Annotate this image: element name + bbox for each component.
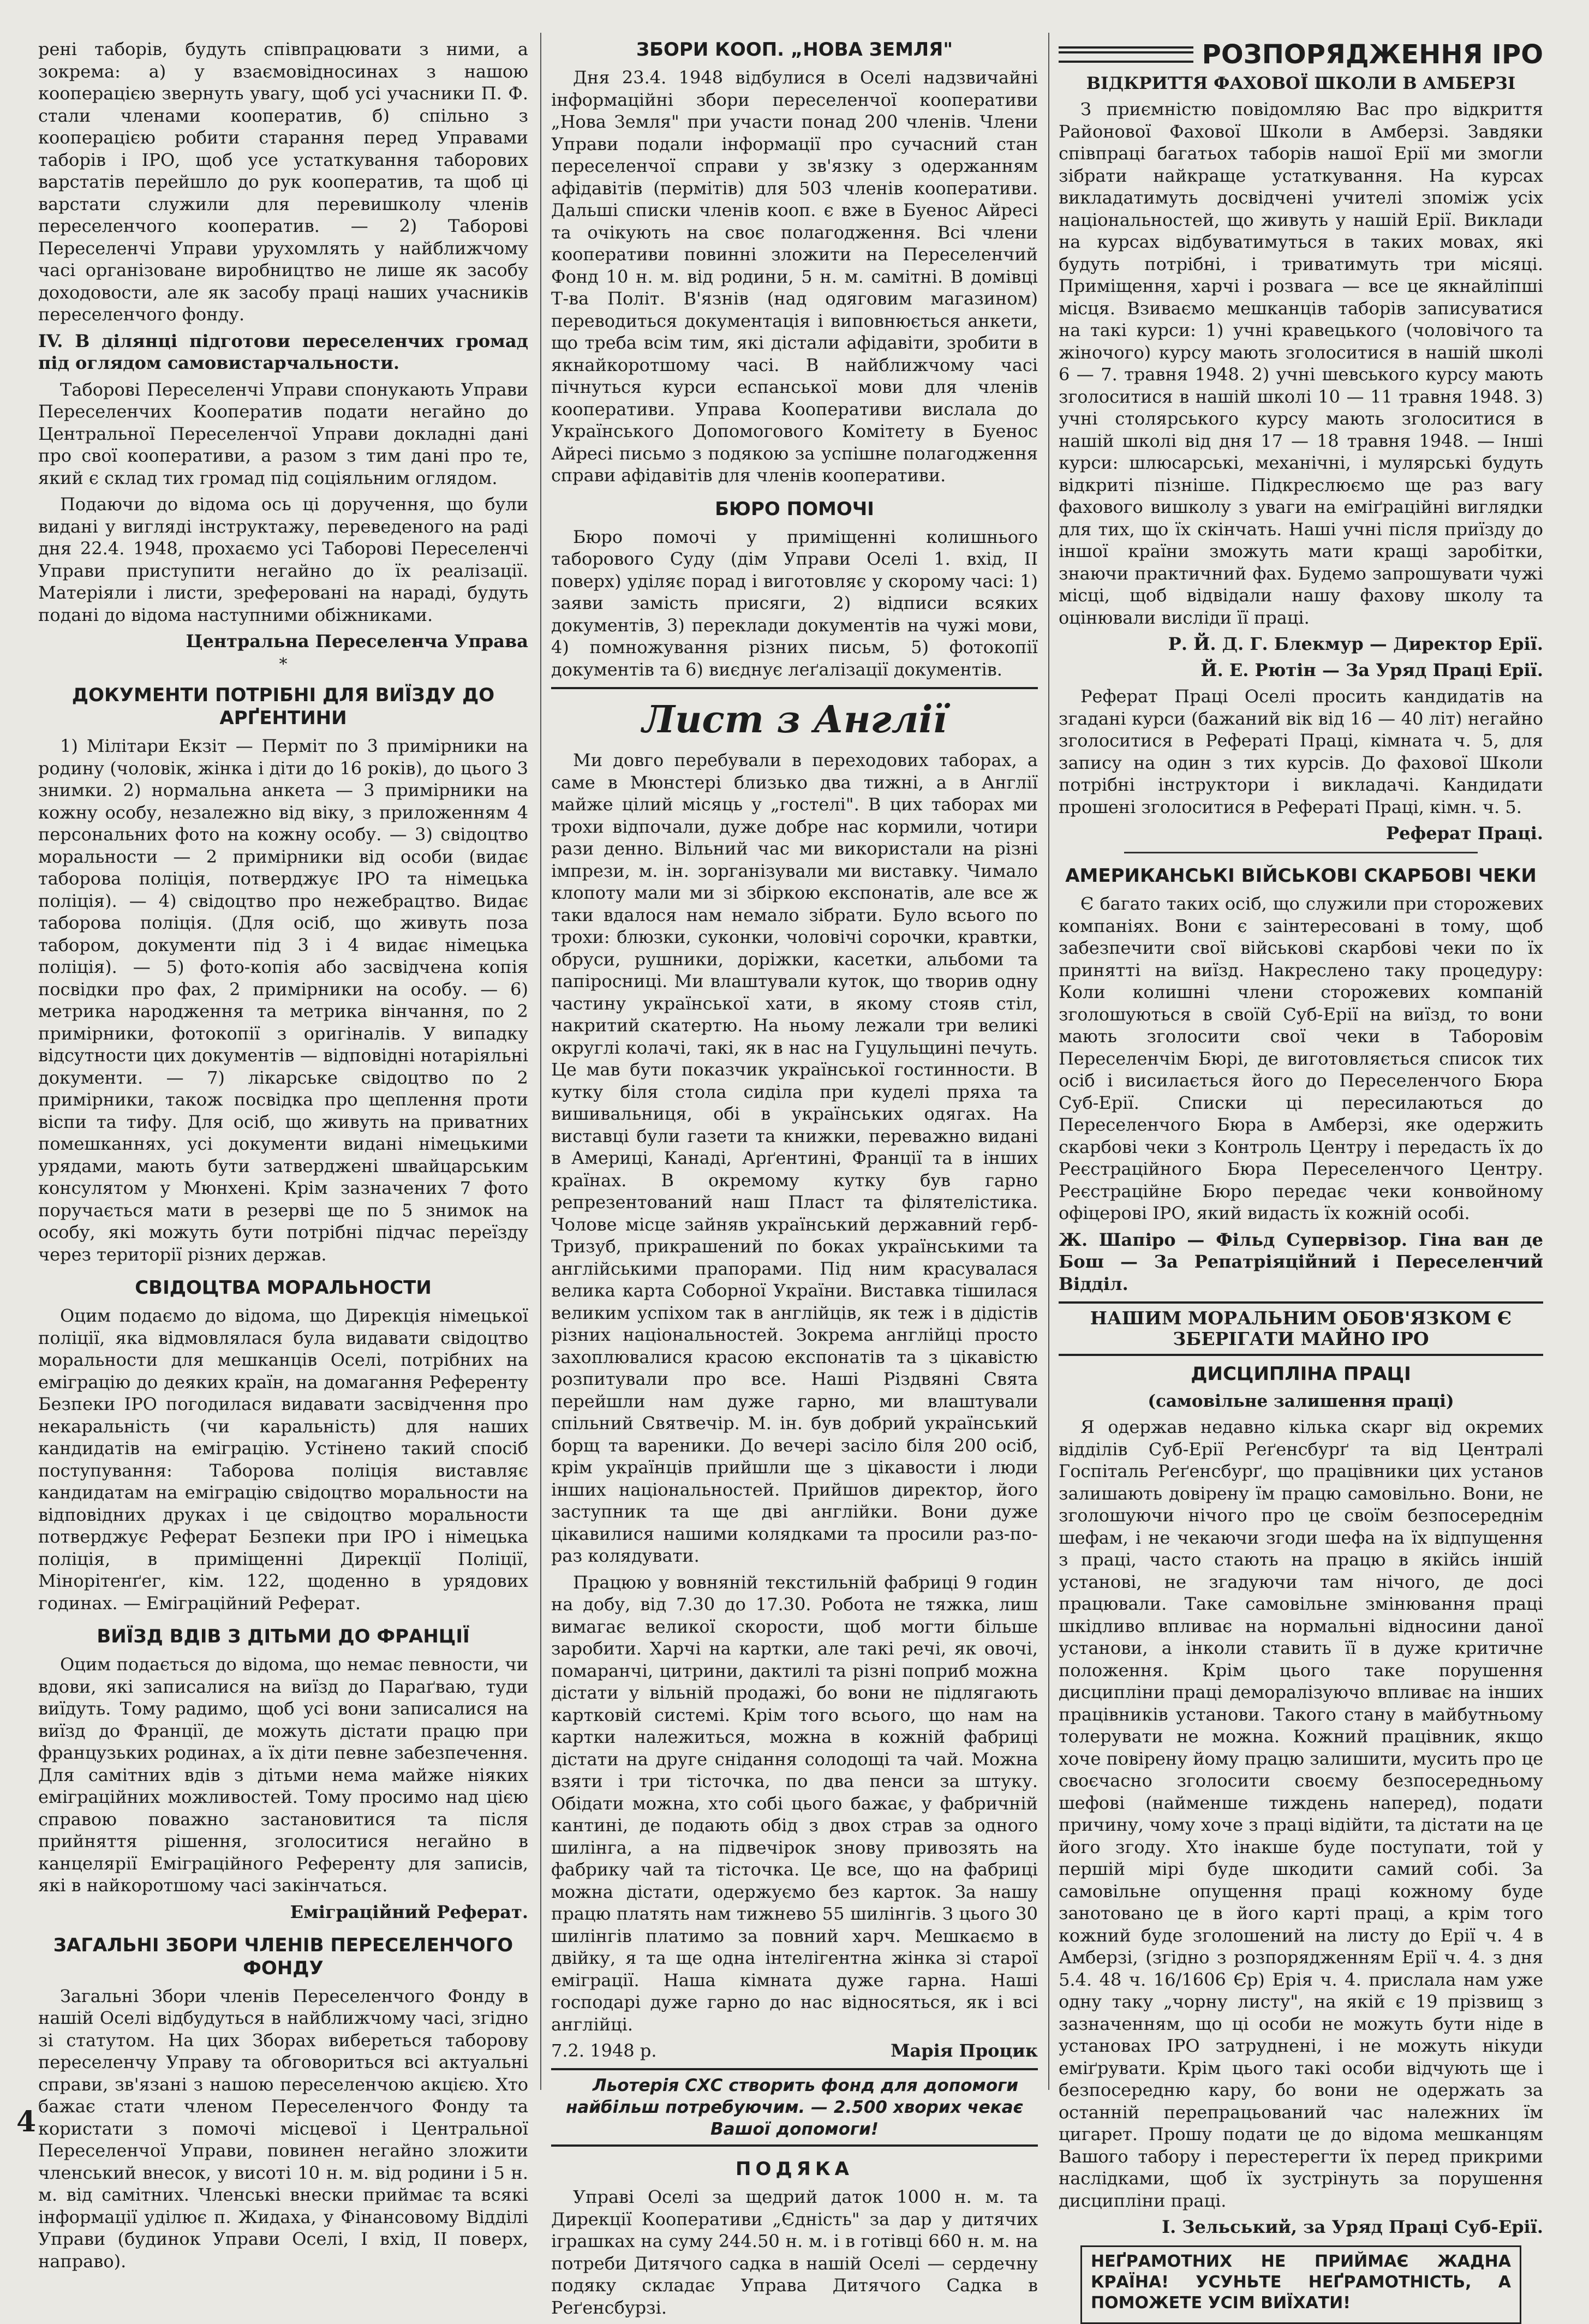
illiteracy-notice-box: [1080, 2245, 1521, 2324]
column-divider: [540, 33, 541, 2090]
discipline-signature: І. Зельський, за Уряд Праці Суб-Ерії.: [1162, 2217, 1543, 2237]
thanks-text: Управі Оселі за щедрий даток 1000 н. м. та Дирекції Кооперативи „Єдність" за дар у дитячих іграшках на суму 244.50 н. м. і в готівці 660 н. м. на потреби Дитячого садка в нашій Оселі — сердечну подяку складає Управа Дитячого Садка в Реґенсбурзі.: [551, 2186, 1038, 2318]
help-bureau-text: Бюро помочі у приміщенні колишнього таборового Суду (дім Управи Оселі 1. вхід, II поверх) уділяє порад і виготовляє у скорому часі: 1) заяви замість присяги, 2) відписи всяких документів, 3) переклади документів на чужі мови, 4) помножування різних письм, 5) фотокопії документів та 6) виєднує леґалізації документів.: [551, 526, 1038, 680]
letter-author: Марія Процик: [891, 2040, 1038, 2061]
coop-meeting-heading: ЗБОРИ КООП. „НОВА ЗЕМЛЯ": [636, 39, 953, 61]
widows-departure-signature: Еміграційний Реферат.: [290, 1901, 528, 1922]
letter-header-rule: [551, 687, 1038, 743]
discipline-text: Я одержав недавно кілька скарг від окремих відділів Суб-Ерії Реґенсбурґ та від Централі Госпіталь Реґенсбурґ, що працівники цих установ залишають довірену їм працю самовільно. Вони, не зголошуючи нічого про це своїм безпосереднім шефам, і не чекаючи згоди шефа на їх відпущення з праці, часто стають на працю в якійсь іншій установі, не згадуючи там нічого, де досі працювали. Таке самовільне змінювання праці шкідливо впливає на нормальні відносини даної установи, а інколи ставить її в дуже критичне положення. Крім цього таке порушення дисципліни праці деморалізуючо впливає на інших працівників установи. Такого стану в майбутньому толерувати не можна. Кожний працівник, якщо хоче повірену йому працю залишити, мусить про це своєчасно зголосити своєму безпосередньому шефові (найменше тиждень наперед), подати причину, чому хоче з праці відійти, та дістати на це його згоду. Хто інакше буде поступати, той у першій мірі буде шкодити самий собі. За самовільне опущення праці кожному буде занотовано це в його карті праці, а крім того кожний буде зголошений на листу до Ерії ч. 4 в Амберзі, (згідно з розпорядженням Ерії ч. 4. з дня 5.4. 48 ч. 16/1606 Єр) Ерія ч. 4. прислала нам уже одну таку „чорну листу", на якій є 19 прізвищ з зазначенням, що ці особи не можуть бути ніде в установах ІРО затруднені, і не можуть нікуди еміґрувати. Крім цього такі особи відчують ще і безпосередню кару, бо вони не одержать за останній перепрацьований час належних їм цигарет. Прошу подати це до відома мешканцям Вашого табору і перестерегти їх перед прикрими наслідками, щоб їх зустрінуть за порушення дисципліни праці.: [1059, 1417, 1543, 2211]
widows-departure-heading: ВИЇЗД ВДІВ З ДІТЬМИ ДО ФРАНЦІЇ: [97, 1626, 470, 1647]
labor-office-signature: Реферат Праці.: [1386, 823, 1543, 844]
fund-meeting-heading: ЗАГАЛЬНІ ЗБОРИ ЧЛЕНІВ ПЕРЕСЕЛЕНЧОГО ФОНДУ: [53, 1934, 513, 1979]
moral-duty-box: [1059, 1301, 1543, 1356]
widows-departure-text: Оцим подається до відома, що немає певности, чи вдови, які записалися на виїзд до Параґваю, туди виїдуть. Тому радимо, щоб усі вони записалися на виїзд до Франції, де можуть дістати працю при французьких родинах, а їх діти певне забезпечення. Для самітних вдів з дітьми нема майже ніяких еміграційних можливостей. Тому просимо над цією справою поважно застановитися та після прийняття рішення, зголоситися негайно в канцелярії Еміграційного Референту для записів, які в найкоротшому часі закінчаться.: [38, 1654, 528, 1896]
section-iv-signature: Центральна Переселенча Управа: [186, 631, 528, 652]
help-bureau-heading: БЮРО ПОМОЧІ: [715, 498, 874, 520]
lottery-notice-box: [551, 2068, 1038, 2147]
section-iv-heading: IV. В ділянці підготови переселенчих громад під оглядом самовистарчальности.: [38, 330, 528, 373]
column-divider: [1048, 33, 1049, 2090]
morality-certificates-heading: СВІДОЦТВА МОРАЛЬНОСТИ: [135, 1277, 432, 1299]
divider-line: [1124, 852, 1478, 853]
military-checks-signature: Ж. Шапіро — Фільд Супервізор. Гіна ван де Бош — За Репатріяційний і Переселенчий Відділ.: [1059, 1229, 1543, 1294]
fund-meeting-text: Загальні Збори членів Переселенчого Фонду в нашій Оселі відбудуться в найближчому часі, згідно зі статутом. На цих Зборах вибереться таборову переселенчу Управу та обговориться всі актуальні справи, зв'язані з нашою переселенчою акцією. Хто бажає стати членом Переселенчого Фонду та користати з помочі місцевої і Центральної Переселенчої Управи, повинен негайно зложити членський внесок, у висоті 10 н. м. від родини і 5 н. м. від самітних. Членські внески приймає та всякі інформації уділює п. Жидаха, у Фінансовому Відділі Управи (будинок Управи Оселі, I вхід, II поверх, направо).: [38, 1985, 528, 2272]
argentina-docs-heading: ДОКУМЕНТИ ПОТРІБНІ ДЛЯ ВИЇЗДУ ДО АРҐЕНТИНИ: [71, 684, 495, 729]
header-ornament: [1059, 46, 1193, 63]
iro-orders-title: РОЗПОРЯДЖЕННЯ ІРО: [1202, 39, 1543, 70]
thanks-heading: ПОДЯКА: [736, 2158, 853, 2180]
letter-signature: [551, 2040, 1038, 2062]
iro-orders-header: [1059, 38, 1543, 71]
column-left: [38, 38, 528, 2272]
page-number: 4: [16, 2105, 37, 2138]
lottery-notice: Льотерія СХС створить фонд для допомоги найбільш потребуючим. — 2.500 хворих чекає Вашої допомоги!: [565, 2076, 1024, 2139]
letter-from-england-title: Лист з Англії: [642, 698, 947, 742]
morality-certificates-text: Оцим подаємо до відома, що Дирекція німецької поліції, яка відмовлялася була видавати свідоцтво моральности для мешканців Оселі, потрібних на еміграцію до деяких країн, на домагання Референту Безпеки ІРО погодилася видавати засвідчення про некаральність (чи каральність) для наших кандидатів на еміграцію. Устінено такий спосіб поступування: Таборова поліція виставляє кандидатам на еміграцію свідоцтво моральности на відповідних друках і це свідоцтво моральности потверджує Реферат Безпеки при ІРО і німецька поліція, в приміщенні Дирекції Поліції, Мінорітенґег, кім. 122, щоденно в урядових годинах. — Еміграційний Реферат.: [38, 1305, 528, 1614]
letter-date: 7.2. 1948 р.: [551, 2040, 657, 2061]
school-opening-text: З приємністю повідомляю Вас про відкриття Районової Фахової Школи в Амберзі. Завдяки співпраці багатьох таборів нашої Ерії ми змогли зібрати найкраще устаткування. На курсах викладатимуть досвідчені учителі зпоміж усіх національностей, що живуть у нашій Ерії. Виклади на курсах відбуватимуться в таких мовах, які будуть потрібні, і триватимуть три місяці. Приміщення, харчі і розвага — все це якнайліпші місця. Взиваємо мешканців таборів записуватися на такі курси: 1) учні кравецького (чоловічого та жіночого) курсу мають зголоситися в нашій школі 6 — 7. травня 1948. 2) учні шевського курсу мають зголоситися в нашій школі 10 — 11 травня 1948. 3) учні столярського курсу мають зголоситися в нашій школі від дня 17 — 18 травня 1948. — Інші курси: шлюсарські, механічні, і мулярські будуть відкриті пізніше. Підкреслюємо ще раз вагу фахового вишколу з уваги на еміґраційні виглядки для тих, що їх скінчать. Наші учні після приїзду до іншої країни зможуть мати кращі заробітки, знаючи практичний фах. Будемо запрошувати чужі місці, щоб відвідали нашу фахову школу та оцінювали висліди її праці.: [1059, 99, 1543, 628]
letter-paragraph-2: Працюю у вовняній текстильній фабриці 9 годин на добу, від 7.30 до 17.30. Робота не тяжка, лиш вимагає великої скорости, щоб могти більше заробити. Харчі на картки, але такі речі, як овочі, помаранчі, цитрини, дактилі та різні поприб можна дістати у вільній продажі, бо вони не підлягають картковій системі. Крім того всього, що нам на картки належиться, можна в кожній фабриці дістати на друге снідання солодощі та чай. Можна взяти і три тісточка, по два пенси за штуку. Обідати можна, хто собі цього бажає, у фабричній кантині, де подають обід з двох страв за одного шилінга, а на підвечірок знову привозять на фабрику чай та тісточка. Це все, що на фабриці можна дістати, одержуємо без карток. За нашу працю платять нам тижнево 55 шилінгів. З цього 30 шилінгів платимо за повний харч. Мешкаємо в двійку, я та ще одна інтелігентна жінка зі старої еміграції. Наша кімната дуже гарна. Наші господарі дуже гарно до нас відносяться, як і всі англійці.: [551, 1572, 1038, 2035]
letter-paragraph-1: Ми довго перебували в переходових таборах, а саме в Мюнстері близько два тижні, а в Англії майже цілий місяць у „гостелі". В цих таборах ми трохи відпочали, дуже добре нас кормили, чотири рази денно. Вільний час ми використали на різні імпрези, м. ін. зорганізували ми виставку. Чимало клопоту мали ми зі збіркою експонатів, але все ж таки вдалося нам немало зібрати. Було всього по трохи: блюзки, суконки, чоловічі сорочки, кравтки, обруси, рушники, доріжки, касетки, альбоми та папіросниці. Ми влаштували куток, що творив одну частину української хати, в якому стояв стіл, накритий скатертю. На ньому лежали три великі округлі колачі, такі, як в нас на Гуцульщині печуть. Це мав бути показчик української гостинности. В кутку біля стола сиділа при куделі пряха та вишивальниця, обі в українських одягах. На виставці були газети та книжки, переважно видані в Америці, Канаді, Арґентині, Франції та в інших країнах. В окремому кутку був гарно репрезентований наш Пласт та філятелістика. Чолове місце зайняв український державний герб-Тризуб, прикрашений по боках українськими та англійськими прапорами. Під ним красувалася велика карта Соборної України. Виставка тішилася великим успіхом так в англійців, як теж і в дідістів різних національностей. Зокрема англійці просто захоплювалися красою експонатів та з цікавістю розпитували про все. Наші Різдвяні Свята перейшли нам дуже гарно, ми влаштували спільний Святвечір. М. ін. був добрий український борщ та вареники. До вечері засіло біля 200 осіб, крім українців прийшли ще з цікавости і люди інших національностей. Прийшов директор, його заступник та ще дві англійки. Вони дуже цікавилися нашими колядками та просили раз-по-раз колядувати.: [551, 750, 1038, 1566]
argentina-docs-text: 1) Мілітари Екзіт — Перміт по 3 примірники на родину (чоловік, жінка і діти до 16 років), до цього 3 знимки. 2) нормальна анкета — 3 примірники на кожну особу, незалежно від віку, з приложенням 4 персональних фото на кожну особу. — 3) свідоцтво моральности — 2 примірники від особи (видає таборова поліція, потверджує ІРО та німецька поліція). — 4) свідоцтво про нежебрацтво. Видає таборова поліція. (Для осіб, що живуть поза табором, документи під 3 і 4 видає німецька поліція). — 5) фото-копія або засвідчена копія посвідки про фах, 2 примірники на особу. — 6) метрика народження та метрика вінчання, по 2 примірники, фотокопії з оригіналів. У випадку відсутности цих документів — відповідні нотаріяльні документи. — 7) лікарське свідоцтво по 2 примірники, також посвідка про щеплення проти віспи та тифу. Для осіб, що живуть на приватних помешканнях, усі документи видані німецькими урядами, мають бути затверджені швайцарським консулятом у Мюнхені. Крім зазначених 7 фото поручається мати в резерві ще по 5 знимок на особу, які можуть бути потрібні підчас переїзду через території різних держав.: [38, 736, 528, 1265]
separator-star: *: [279, 655, 288, 674]
section-iv-paragraph-2: Подаючи до відома ось ці доручення, що були видані у вигляді інструктажу, переведеного на раді дня 22.4. 1948, прохаємо усі Таборові Переселенчі Управи приступити негайно до їх реалізації. Матеріяли і листи, зреферовані на нараді, будуть подані до відома наступними обіжниками.: [38, 494, 528, 625]
continued-article-text: рені таборів, будуть співпрацювати з ними, а зокрема: а) у взаємовідносинах з нашою кооперацією звернуть увагу, щоб усі учасники П. Ф. стали членами кооператив, б) спільно з кооперацією робити старання перед Управами таборів і ІРО, щоб усе устаткування таборових варстатів перейшло до рук кооператив, та щоб ці варстати служили для перевишколу членів переселенчого кооператив. — 2) Таборові Переселенчі Управи урухомлять у найближчому часі організоване виробництво не лише як засобу доходовости, але як засобу праці наших учасників переселенчого фонду.: [38, 39, 528, 325]
discipline-subheading: (самовільне залишення праці): [1148, 1391, 1454, 1411]
school-opening-heading: ВІДКРИТТЯ ФАХОВОЇ ШКОЛИ В АМБЕРЗІ: [1086, 74, 1516, 93]
discipline-heading: ДИСЦИПЛІНА ПРАЦІ: [1191, 1363, 1411, 1385]
illiteracy-notice: НЕҐРАМОТНИХ НЕ ПРИЙМАЄ ЖАДНА КРАЇНА! УСУНЬТЕ НЕҐРАМОТНІСТЬ, А ПОМОЖЕТЕ УСІМ ВИЇХАТИ!: [1091, 2252, 1511, 2313]
section-iv-paragraph-1: Таборові Переселенчі Управи спонукають Управи Переселенчих Кооператив подати негайно до Центральної Переселенчої Управи докладні дані про свої кооперативи, а разом з тим дані про те, який є склад тих громад під соціяльним оглядом.: [38, 379, 528, 488]
column-middle: [551, 38, 1038, 2318]
school-signature-director: Р. Й. Д. Г. Блекмур — Директор Ерії.: [1168, 634, 1543, 654]
military-checks-heading: АМЕРИКАНСЬКІ ВІЙСЬКОВІ СКАРБОВІ ЧЕКИ: [1065, 865, 1537, 887]
coop-meeting-text: Дня 23.4. 1948 відбулися в Оселі надзвичайні інформаційні збори переселенчої кооперативи „Нова Земля" при участи понад 200 членів. Члени Управи подали інформації про сучасний стан переселенчої справи у зв'язку з одержанням афідавітів (пермітів) для 503 членів кооперативи. Дальші списки членів кооп. є вже в Буенос Айресі та очікують на своє полагодження. Всі члени кооперативи повинні зложити на Переселенчий Фонд 10 н. м. від родини, 5 н. м. самітні. В домівці Т-ва Політ. В'язнів (над одяговим магазином) переводиться документація і виповнюється анкети, що треба всім тим, які дістали афідавіти, зробити в якнайкоротшому часі. В найближчому часі пічнуться курси еспанської мови для членів кооперативи. Управа Кооперативи вислала до Українського Допомогового Комітету в Буенос Айресі письмо з подякою за успішне полагодження справи афідавітів для членів кооперативи.: [551, 67, 1038, 486]
school-signature-labor: Й. Е. Рютін — За Уряд Праці Ерії.: [1200, 660, 1543, 680]
moral-duty-slogan: НАШИМ МОРАЛЬНИМ ОБОВ'ЯЗКОМ Є ЗБЕРІГАТИ МАЙНО ІРО: [1090, 1307, 1512, 1349]
military-checks-text: Є багато таких осіб, що служили при сторожевих компаніях. Вони є заінтересовані в тому, щоб забезпечити свої військові скарбові чеки по їх принятті на виїзд. Накреслено таку процедуру: Коли колишні члени сторожевих компаній зголошуються в своїй Суб-Ерії на виїзд, то вони мають зголосити свої чеки в Таборовім Переселенчім Бюрі, де виготовляється список тих осіб і висилається його до Переселенчого Бюра Суб-Ерії. Списки ці пересилаються до Переселенчого Бюра в Амберзі, яке одержить скарбові чеки з Контроль Центру і передасть їх до Реєстраційного Бюра Переселенчого Центру. Реєстраційне Бюро передає чеки конвойному офіцерові ІРО, який видасть їх кожній особі.: [1059, 893, 1543, 1223]
column-right: [1059, 38, 1543, 2313]
labor-office-text: Реферат Праці Оселі просить кандидатів на згадані курси (бажаний вік від 16 — 40 літ) негайно зголоситися в Рефераті Праці, кімната ч. 5, для запису на один з тих курсів. До фахової Школи потрібні інструктори і викладачі. Кандидати прошені зголоситися в Рефераті Праці, кімн. ч. 5.: [1059, 686, 1543, 817]
